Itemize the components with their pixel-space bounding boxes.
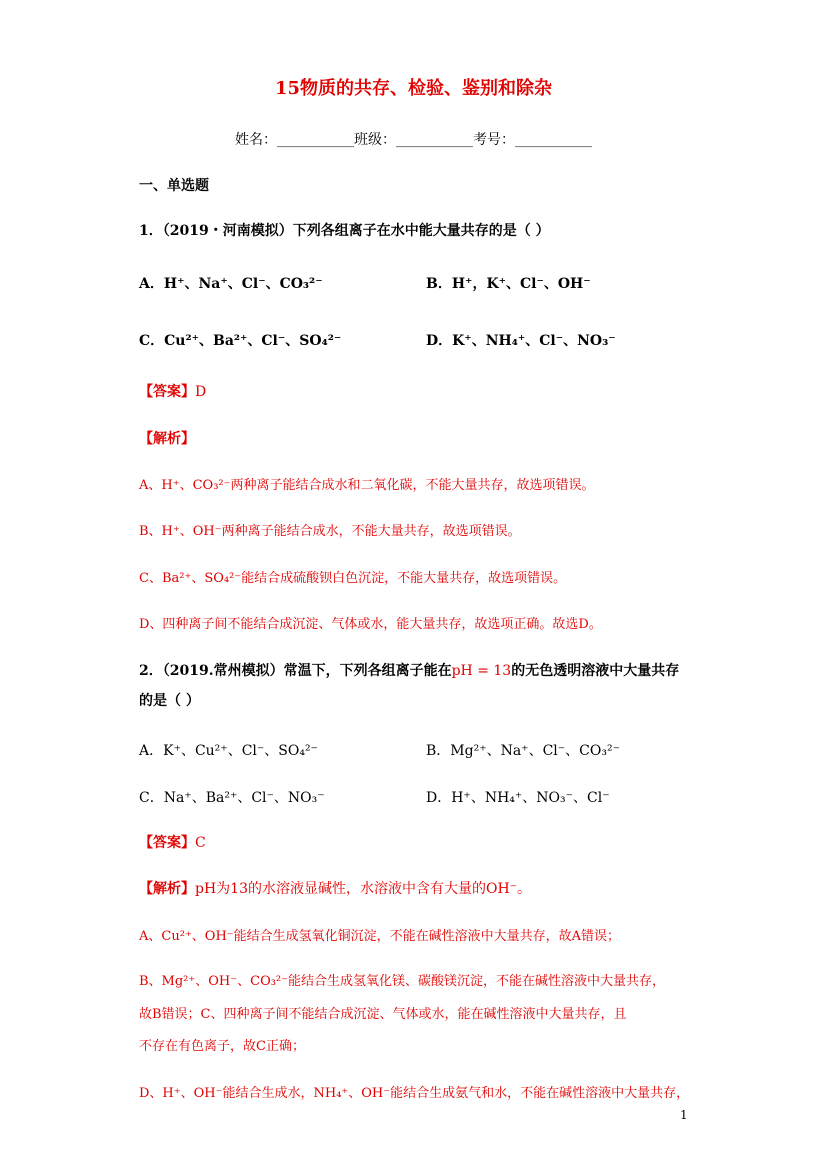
answer-value: C [195,835,206,851]
section-heading: 一、单选题 [139,178,209,194]
question-1-option-b: B．H⁺，K⁺、Cl⁻、OH⁻ [426,276,591,292]
question-2-stem-line2: 的是（ ） [139,693,200,709]
answer-tag: 【答案】 [139,384,195,400]
question-1-option-c: C．Cu²⁺、Ba²⁺、Cl⁻、SO₄²⁻ [139,333,342,349]
question-2-option-c: C．Na⁺、Ba²⁺、Cl⁻、NO₃⁻ [139,790,325,806]
question-1-analysis-line: C、Ba²⁺、SO₄²⁻能结合成硫酸钡白色沉淀，不能大量共存，故选项错误。 [139,571,567,586]
question-1-option-a: A．H⁺、Na⁺、Cl⁻、CO₃²⁻ [139,276,323,292]
question-2-analysis-line: B、Mg²⁺、OH⁻、CO₃²⁻能结合生成氢氧化镁、碳酸镁沉淀，不能在碱性溶液中大量共存， [139,974,666,989]
question-2-option-d: D．H⁺、NH₄⁺、NO₃⁻、Cl⁻ [426,790,610,806]
question-2-option-a: A．K⁺、Cu²⁺、Cl⁻、SO₄²⁻ [139,743,318,759]
question-2-stem [139,660,679,680]
question-1-analysis-tag [139,428,195,448]
question-2-option-b: B．Mg²⁺、Na⁺、Cl⁻、CO₃²⁻ [426,743,620,759]
question-1-analysis-line: A、H⁺、CO₃²⁻两种离子能结合成水和二氧化碳，不能大量共存，故选项错误。 [139,478,595,493]
answer-tag: 【答案】 [139,835,195,851]
analysis-first-line: pH为13的水溶液显碱性，水溶液中含有大量的OH⁻。 [195,881,532,897]
question-1-answer [139,381,206,401]
analysis-tag: 【解析】 [139,881,195,897]
analysis-tag: 【解析】 [139,431,195,447]
ph-value: pH = 13 [451,663,512,679]
question-1-analysis-line: B、H⁺、OH⁻两种离子能结合成水，不能大量共存，故选项错误。 [139,524,521,539]
question-2-analysis [139,878,531,898]
question-2-analysis-line: 不存在有色离子，故C正确； [139,1039,305,1054]
question-2-analysis-line: A、Cu²⁺、OH⁻能结合生成氢氧化铜沉淀，不能在碱性溶液中大量共存，故A错误； [139,929,621,944]
page-title: 15物质的共存、检验、鉴别和除杂 [274,78,553,99]
stem-text: 2．（2019.常州模拟）常温下，下列各组离子能在 [139,663,452,679]
question-1-option-d: D．K⁺、NH₄⁺、Cl⁻、NO₃⁻ [426,333,616,349]
question-2-analysis-line: 故B错误；C、四种离子间不能结合成沉淀、气体或水，能在碱性溶液中大量共存，且 [139,1007,627,1022]
answer-value: D [195,384,207,400]
page-number: 1 [680,1108,688,1122]
question-1-stem: 1．（2019・河南模拟）下列各组离子在水中能大量共存的是（ ） [139,223,550,239]
question-2-answer [139,832,206,852]
stem-text: 的无色透明溶液中大量共存 [511,663,680,679]
student-info-line: 姓名：___________班级：___________考号：___________ [235,132,592,148]
question-1-analysis-line: D、四种离子间不能结合成沉淀、气体或水，能大量共存，故选项正确。故选D。 [139,617,602,632]
question-2-analysis-line: D、H⁺、OH⁻能结合生成水，NH₄⁺、OH⁻能结合生成氨气和水，不能在碱性溶液中大量共存， [139,1086,690,1101]
